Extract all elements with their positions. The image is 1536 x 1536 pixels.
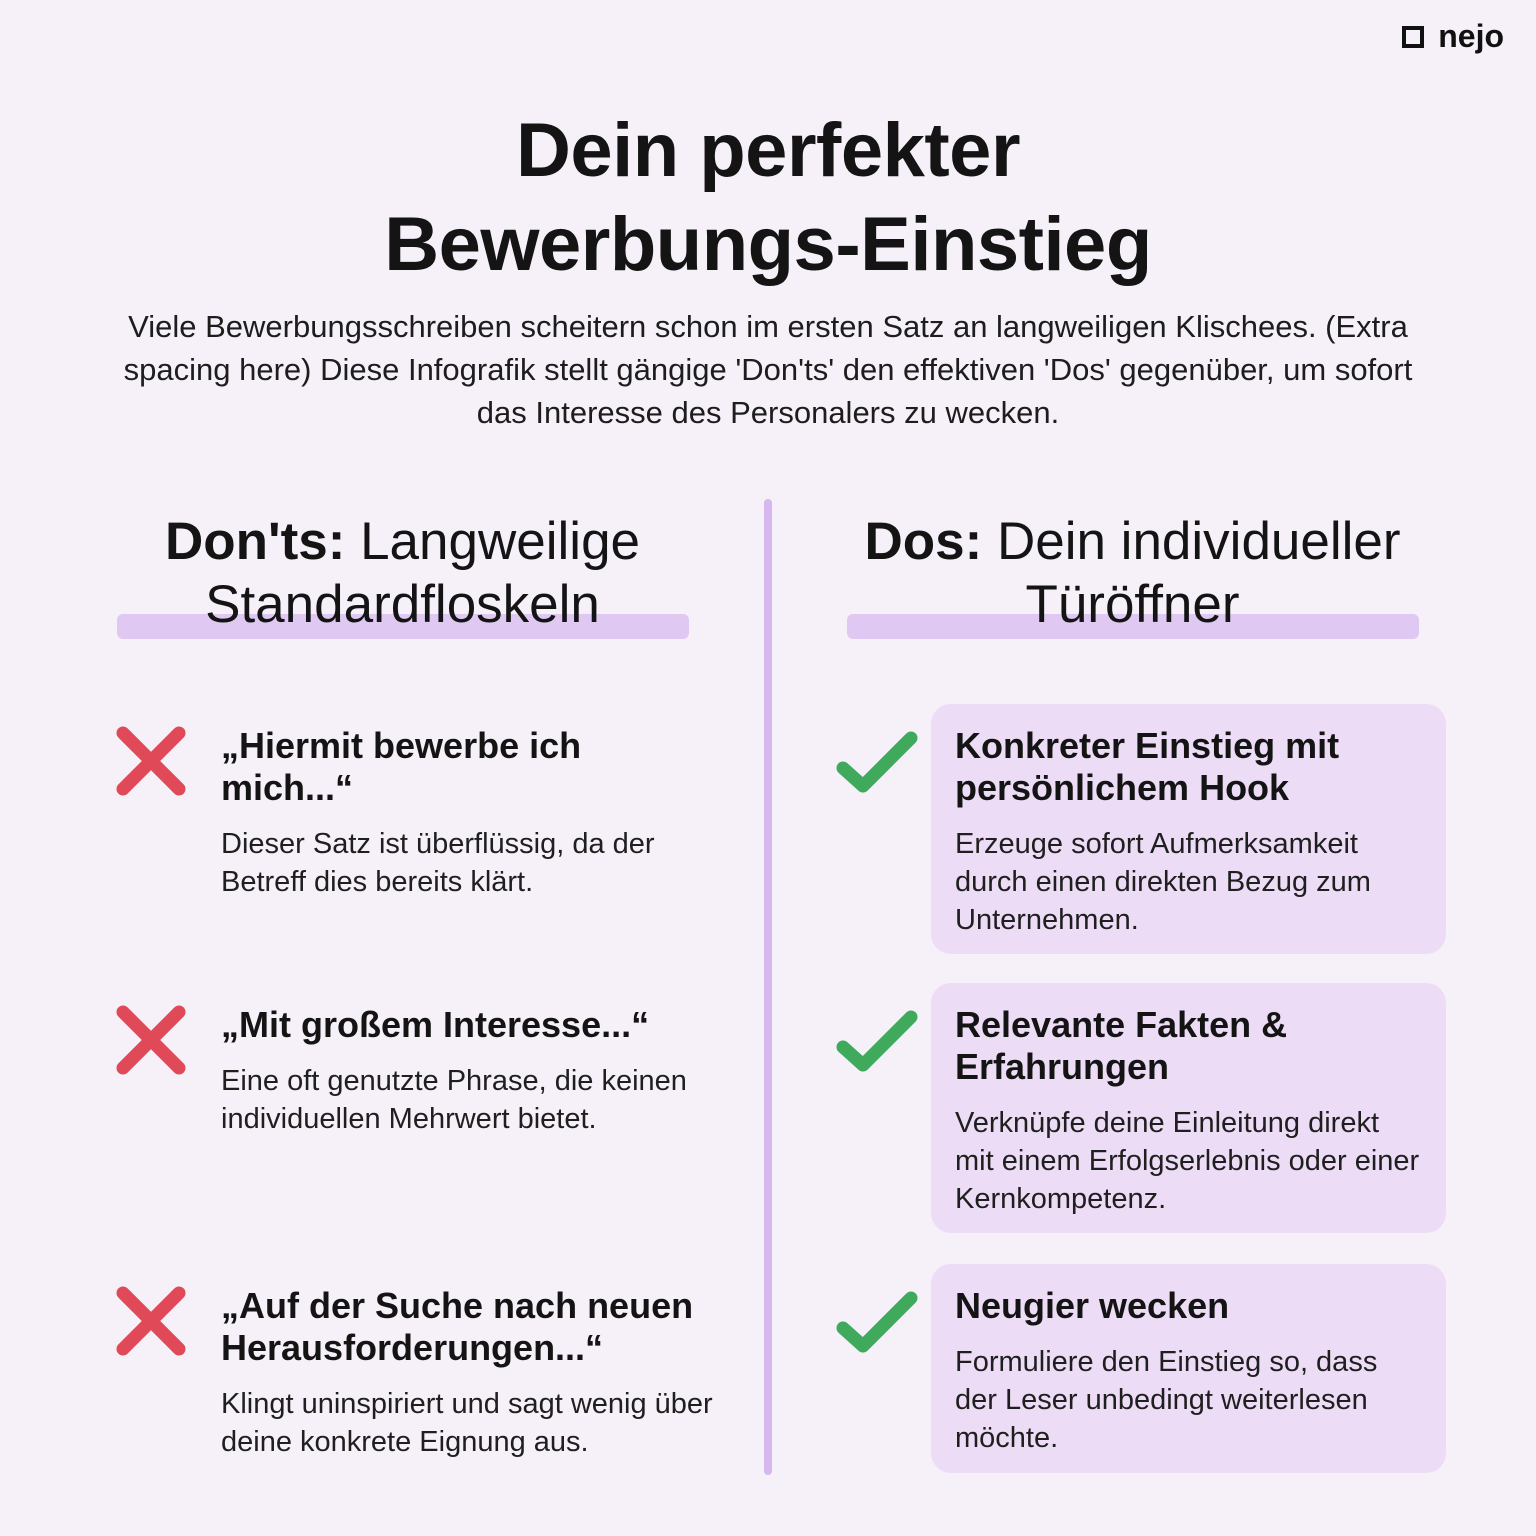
donts-heading-bold: Don'ts: [164,512,346,571]
brand-logo [1402,18,1504,55]
cross-icon [114,724,188,798]
title-line-1: Dein perfekter [515,108,1021,193]
column-divider [764,499,772,1475]
dont-heading: „Auf der Suche nach neuen Herausforderungen...“ [221,1285,694,1368]
page-title [0,104,1536,292]
do-description: Verknüpfe deine Einleitung direkt mit einem Erfolgserlebnis oder einer Kernkompetenz. [955,1107,1420,1215]
check-icon [835,1288,919,1354]
dont-description: Eine oft genutzte Phrase, die keinen individuellen Mehrwert bietet. [221,1065,687,1135]
do-heading: Konkreter Einstieg mit persönlichem Hook [955,725,1340,808]
donts-heading [110,510,695,636]
check-icon [835,1007,919,1073]
dont-description: Dieser Satz ist überflüssig, da der Betreff dies bereits klärt. [221,828,655,898]
square-outline-icon [1402,26,1424,48]
dos-heading-line2: Türöffner [1025,575,1240,634]
dont-heading: „Mit großem Interesse...“ [221,1004,650,1045]
intro-text: Viele Bewerbungsschreiben scheitern schon im ersten Satz an langweiligen Klischees. (Extra spacing here) Diese Infografik stellt gängige 'Don'ts' den effektiven 'Dos' gegenüber, um sofort das Interesse des Personalers zu wecken. [123,309,1413,430]
check-icon [835,728,919,794]
do-heading: Neugier wecken [955,1285,1230,1326]
donts-heading-line2: Standardfloskeln [205,575,600,634]
dont-heading: „Hiermit bewerbe ich mich...“ [221,725,582,808]
do-description: Formuliere den Einstieg so, dass der Leser unbedingt weiterlesen möchte. [955,1346,1378,1454]
dos-heading [840,510,1425,636]
cross-icon [114,1003,188,1077]
cross-icon [114,1284,188,1358]
donts-heading-rest: Langweilige [345,512,641,571]
do-heading: Relevante Fakten & Erfahrungen [955,1004,1288,1087]
dos-heading-bold: Dos: [864,512,983,571]
dont-description: Klingt uninspiriert und sagt wenig über deine konkrete Eignung aus. [221,1388,713,1458]
do-description: Erzeuge sofort Aufmerksamkeit durch einen direkten Bezug zum Unternehmen. [955,828,1371,936]
dos-heading-rest: Dein individueller [982,512,1401,571]
brand-name: nejo [1438,18,1504,54]
title-line-2: Bewerbungs-Einstieg [384,202,1152,287]
